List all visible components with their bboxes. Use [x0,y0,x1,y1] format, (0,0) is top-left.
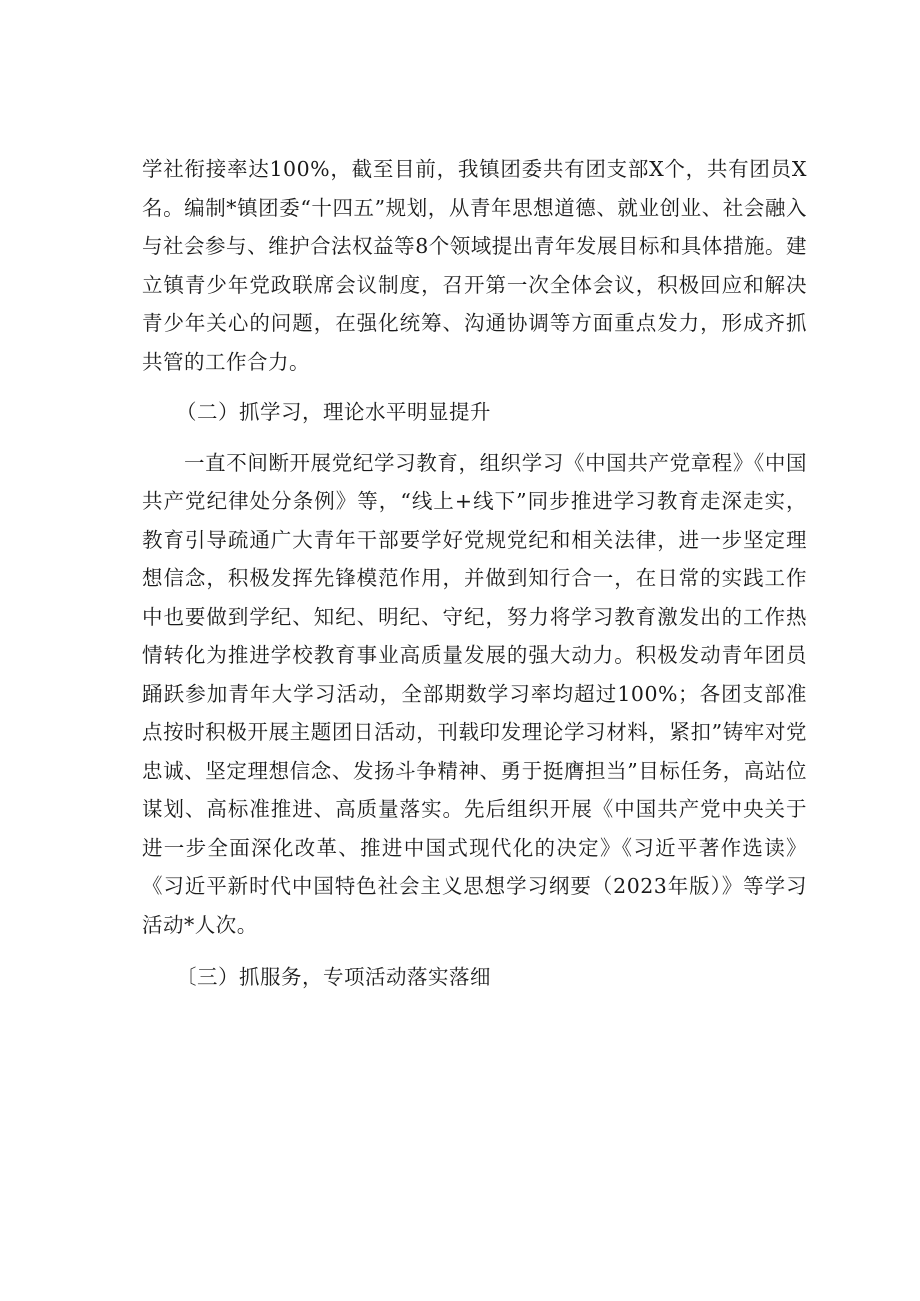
spacer [142,432,807,444]
document-body [142,150,807,997]
paragraph-study: 一直不间断开展党纪学习教育，组织学习《中国共产党章程》《中国共产党纪律处分条例》等，“线上+线下”同步推进学习教育走深走实，教育引导疏通广大青年干部要学好党规党纪和相关法律，进一步坚定理想信念，积极发挥先锋模范作用，并做到知行合一，在日常的实践工作中也要做到学纪、知纪、明纪、守纪，努力将学习教育激发出的工作热情转化为推进学校教育事业高质量发展的强大动力。积极发动青年团员踊跃参加青年大学习活动，全部期数学习率均超过100%；各团支部准点按时积极开展主题团日活动，刊载印发理论学习材料，紧扣”铸牢对党忠诚、坚定理想信念、发扬斗争精神、勇于挺膺担当”目标任务，高站位谋划、高标准推进、高质量落实。先后组织开展《中国共产党中央关于进一步全面深化改革、推进中国式现代化的决定》《习近平著作选读》《习近平新时代中国特色社会主义思想学习纲要（2023年版）》等学习活动*人次。 [142,450,807,937]
spacer [142,944,807,958]
spacer [142,381,807,393]
paragraph-continued: 学社衔接率达100%，截至目前，我镇团委共有团支部X个，共有团员X名。编制*镇团委“十四五”规划，从青年思想道德、就业创业、社会融入与社会参与、维护合法权益等8个领域提出青年发展目标和具体措施。建立镇青少年党政联席会议制度，召开第一次全体会议，积极回应和解决青少年关心的问题，在强化统筹、沟通协调等方面重点发力，形成齐抓共管的工作合力。 [142,157,807,374]
section-heading-2: （二）抓学习，理论水平明显提升 [176,400,491,424]
section-heading-3: 〔三）抓服务，专项活动落实落细 [176,965,491,989]
